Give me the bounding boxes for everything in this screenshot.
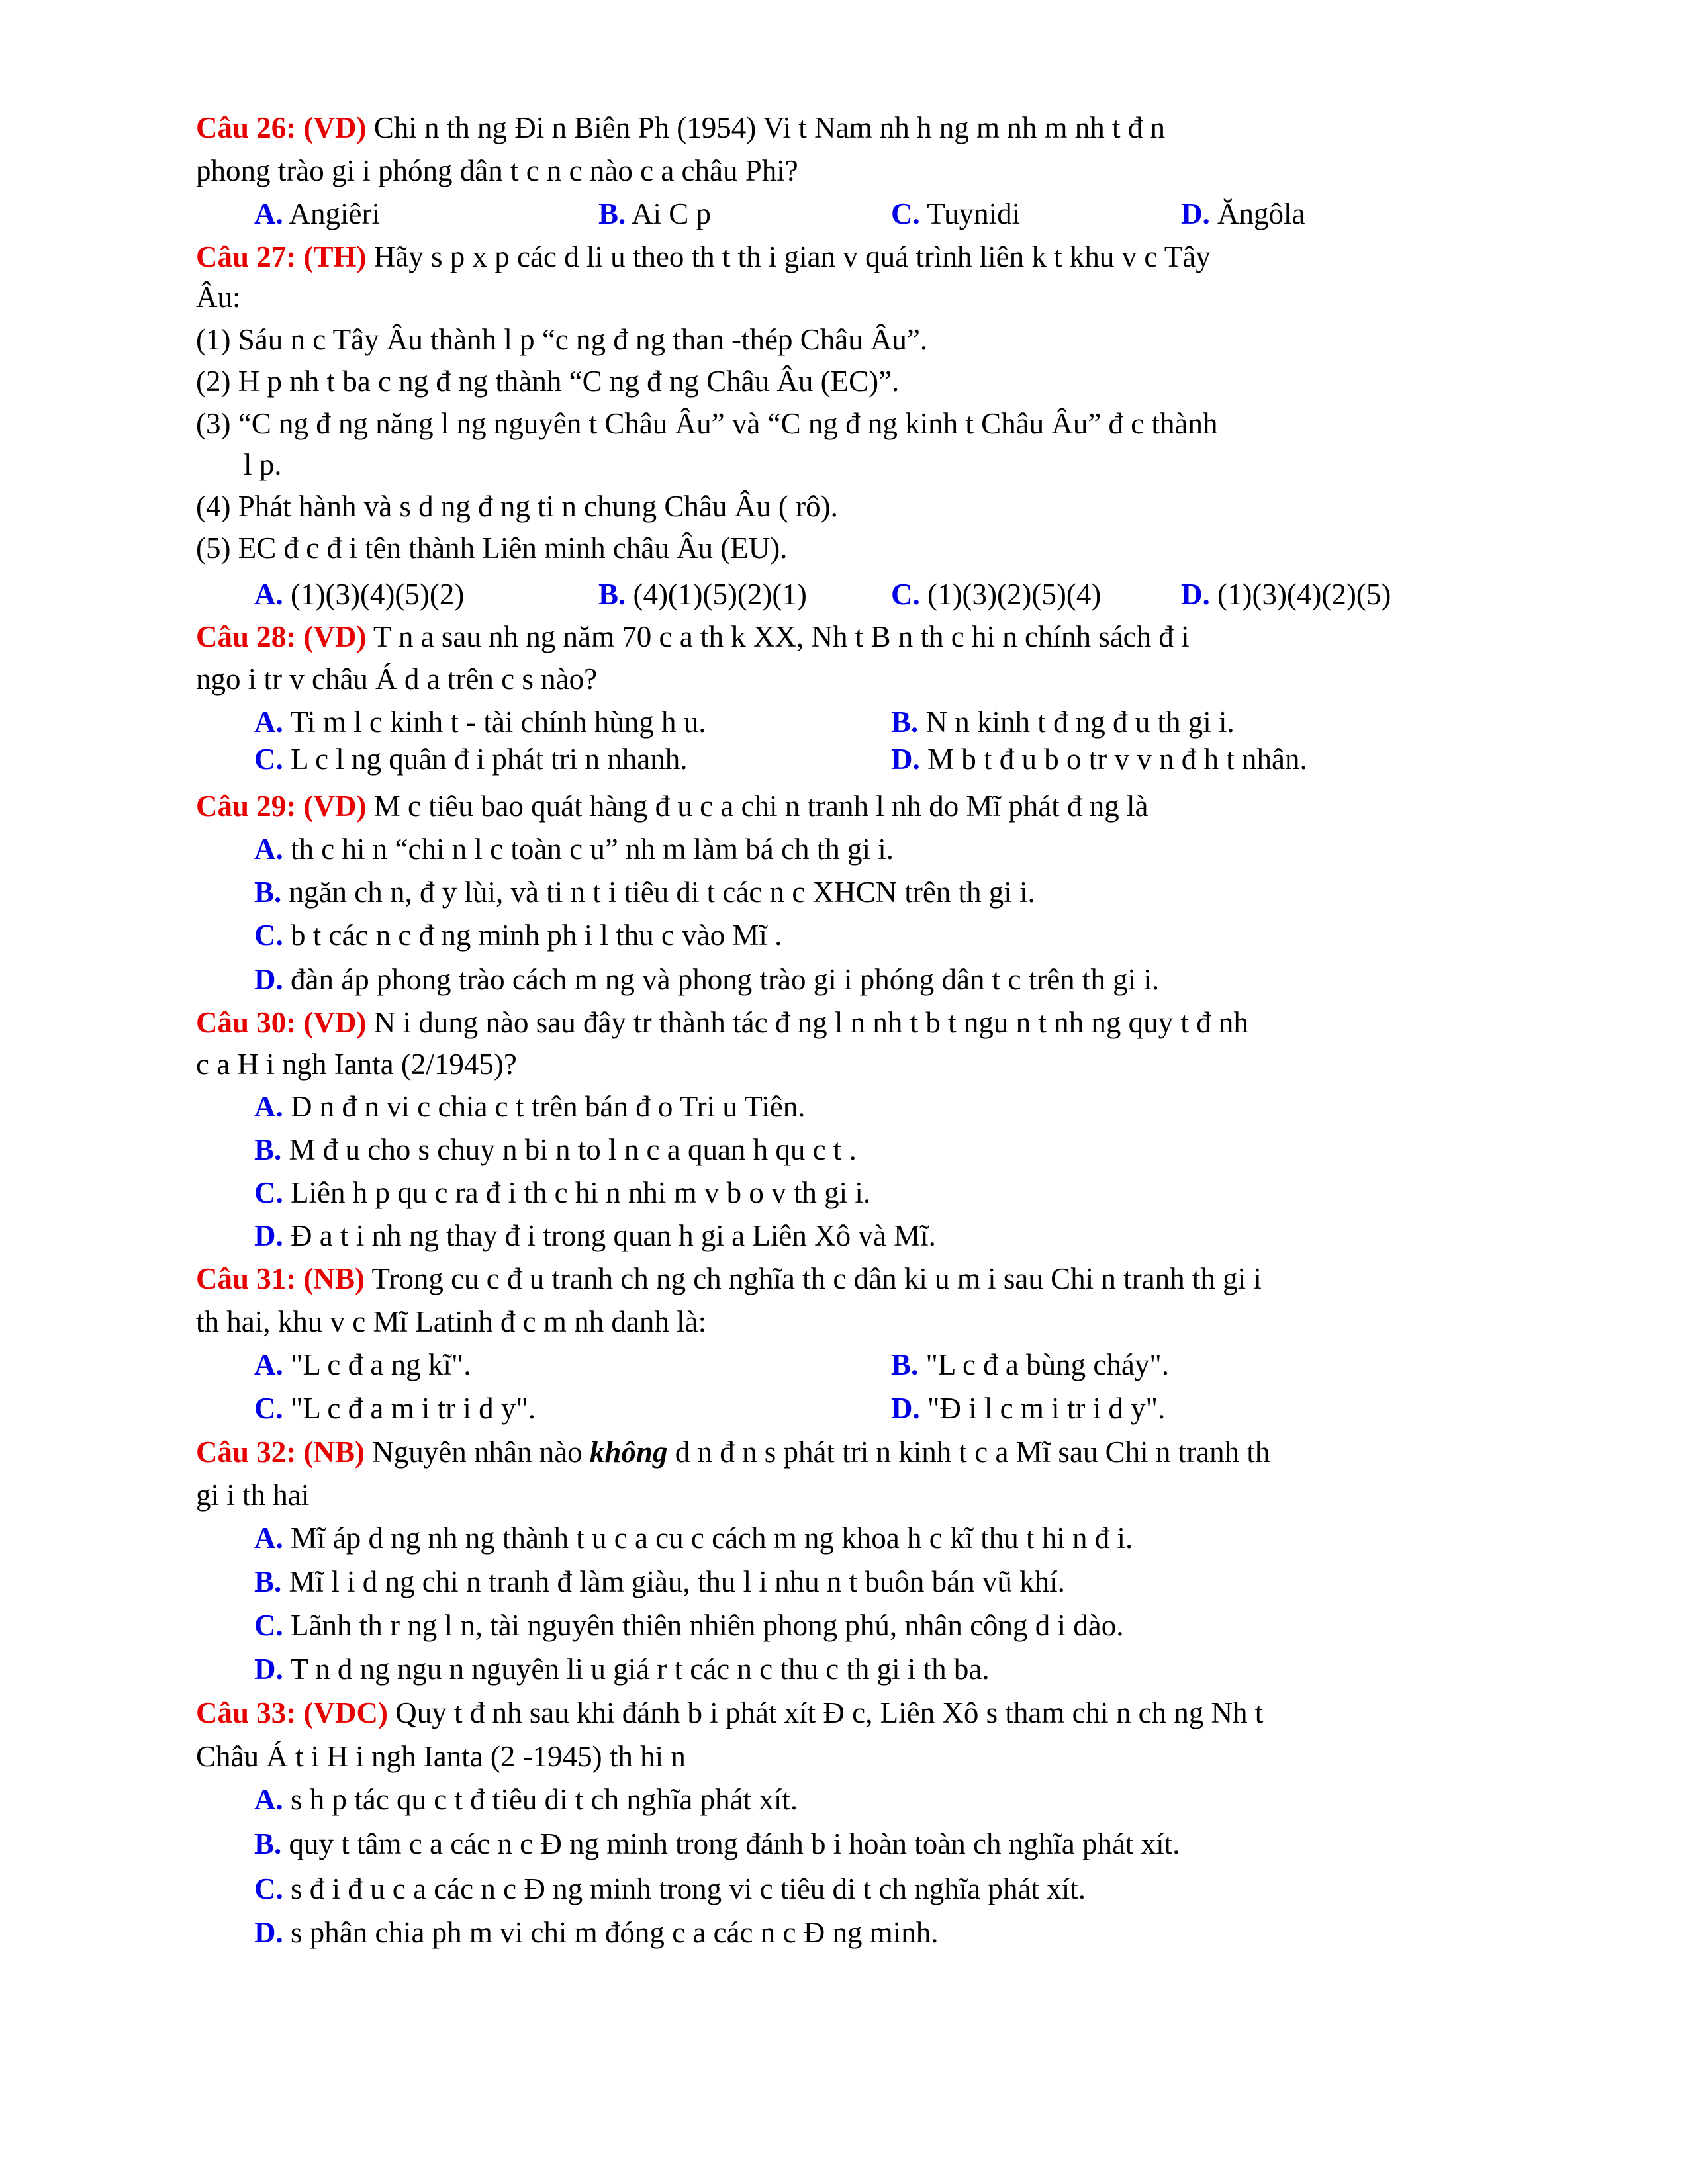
question-text: M c tiêu bao quát hàng đ u c a chi n tranh l nh do Mĩ phát đ ng là <box>373 790 1149 823</box>
option-key: D. <box>254 1916 283 1949</box>
option-c <box>254 1609 1124 1643</box>
option-key: A. <box>254 1783 283 1816</box>
option-text: ngăn ch n, đ y lùi, và ti n t i tiêu di t các n c XHCN trên th gi i. <box>289 876 1035 909</box>
option-text: s đ i đ u c a các n c Đ ng minh trong vi c tiêu di t ch nghĩa phát xít. <box>291 1872 1086 1905</box>
question-label: Câu 33: <box>196 1696 297 1729</box>
option-text: M đ u cho s chuy n bi n to l n c a quan h qu c t . <box>289 1133 857 1166</box>
option-key: B. <box>598 578 626 611</box>
question-label: Câu 30: <box>196 1006 297 1039</box>
list-item: (4) Phát hành và s d ng đ ng ti n chung Châu Âu ( rô). <box>196 490 838 523</box>
option-text: quy t tâm c a các n c Đ ng minh trong đánh b i hoàn toàn ch nghĩa phát xít. <box>289 1827 1180 1860</box>
question-text: Hãy s p x p các d li u theo th t th i gian v quá trình liên k t khu v c Tây <box>373 240 1211 273</box>
question-level: (TH) <box>303 240 367 273</box>
option-text: "L c đ a m i tr i d y". <box>291 1392 536 1425</box>
question-emphasis: không <box>589 1435 668 1469</box>
option-a <box>254 197 380 232</box>
option-key: B. <box>254 1827 282 1860</box>
option-d <box>254 1916 939 1950</box>
list-item: (2) H p nh t ba c ng đ ng thành “C ng đ ng Châu Âu (EC)”. <box>196 365 900 398</box>
list-item: l p. <box>244 448 282 481</box>
option-c <box>254 1872 1086 1907</box>
question-27-line-1 <box>196 240 1211 275</box>
option-text: Angiêri <box>289 197 380 230</box>
option-text: Mĩ l i d ng chi n tranh đ làm giàu, thu l i nhu n t buôn bán vũ khí. <box>289 1565 1065 1598</box>
option-text: s phân chia ph m vi chi m đóng c a các n c Đ ng minh. <box>291 1916 939 1949</box>
option-d <box>1181 578 1391 612</box>
option-key: B. <box>891 705 919 739</box>
question-text: Nguyên nhân nào <box>372 1435 583 1469</box>
option-text: N n kinh t đ ng đ u th gi i. <box>925 705 1235 739</box>
option-key: A. <box>254 833 283 866</box>
question-text: Quy t đ nh sau khi đánh b i phát xít Đ c, Liên Xô s tham chi n ch ng Nh t <box>395 1696 1264 1729</box>
question-level: (VD) <box>303 790 367 823</box>
option-text: L c l ng quân đ i phát tri n nhanh. <box>291 743 688 776</box>
option-text: D n đ n vi c chia c t trên bán đ o Tri u Tiên. <box>291 1090 806 1123</box>
option-key: C. <box>254 743 283 776</box>
question-32-line-1 <box>196 1435 1270 1470</box>
question-level: (NB) <box>303 1435 365 1469</box>
option-text: T n d ng ngu n nguyên li u giá r t các n c thu c th gi i th ba. <box>290 1653 990 1686</box>
option-key: C. <box>891 578 920 611</box>
option-a <box>254 1522 1133 1556</box>
option-a <box>254 578 464 612</box>
question-label: Câu 27: <box>196 240 297 273</box>
option-text: Ai C p <box>632 197 712 230</box>
option-a <box>254 1783 798 1817</box>
option-c <box>254 1392 536 1426</box>
option-key: A. <box>254 1090 283 1123</box>
option-key: B. <box>254 1133 282 1166</box>
option-key: A. <box>254 578 283 611</box>
option-c <box>891 578 1101 612</box>
option-text: "L c đ a bùng cháy". <box>925 1348 1169 1381</box>
option-text: "Đ i l c m i tr i d y". <box>927 1392 1166 1425</box>
question-label: Câu 31: <box>196 1262 297 1295</box>
option-b <box>254 1133 857 1167</box>
option-b <box>254 1565 1065 1600</box>
question-26-line-1 <box>196 111 1165 146</box>
question-31-line-1 <box>196 1262 1262 1297</box>
option-d <box>1181 197 1305 232</box>
option-text: Liên h p qu c ra đ i th c hi n nhi m v b o v th gi i. <box>291 1176 871 1209</box>
question-level: (VD) <box>303 111 367 144</box>
question-level: (VDC) <box>303 1696 388 1729</box>
question-text: d n đ n s phát tri n kinh t c a Mĩ sau Chi n tranh th <box>675 1435 1270 1469</box>
option-key: B. <box>254 876 282 909</box>
option-text: Ti m l c kinh t - tài chính hùng h u. <box>290 705 706 739</box>
question-33-line-1 <box>196 1696 1263 1731</box>
option-key: C. <box>254 1609 283 1642</box>
question-text: Chi n th ng Đi n Biên Ph (1954) Vi t Nam nh h ng m nh m nh t đ n <box>373 111 1165 144</box>
question-text: Trong cu c đ u tranh ch ng ch nghĩa th c dân ki u m i sau Chi n tranh th gi i <box>371 1262 1262 1295</box>
option-key: D. <box>891 1392 920 1425</box>
question-text: Châu Á t i H i ngh Ianta (2 -1945) th hi n <box>196 1740 686 1773</box>
option-text: M b t đ u b o tr v v n đ h t nhân. <box>927 743 1307 776</box>
question-29-line-1 <box>196 790 1148 824</box>
question-text: th hai, khu v c Mĩ Latinh đ c m nh danh là: <box>196 1305 707 1338</box>
option-text: đàn áp phong trào cách m ng và phong trào gi i phóng dân t c trên th gi i. <box>291 963 1160 996</box>
option-text: Lãnh th r ng l n, tài nguyên thiên nhiên phong phú, nhân công d i dào. <box>291 1609 1124 1642</box>
option-text: Tuynidi <box>927 197 1021 230</box>
option-key: D. <box>254 1653 283 1686</box>
option-a <box>254 1090 805 1124</box>
question-label: Câu 29: <box>196 790 297 823</box>
option-text: Mĩ áp d ng nh ng thành t u c a cu c cách m ng khoa h c kĩ thu t hi n đ i. <box>291 1522 1133 1555</box>
option-c <box>254 1176 870 1210</box>
option-key: B. <box>891 1348 919 1381</box>
option-key: C. <box>254 919 283 952</box>
option-text: (4)(1)(5)(2)(1) <box>633 578 807 611</box>
option-key: C. <box>891 197 920 230</box>
option-key: D. <box>254 963 283 996</box>
option-key: C. <box>254 1392 283 1425</box>
option-text: s h p tác qu c t đ tiêu di t ch nghĩa phát xít. <box>291 1783 798 1816</box>
question-label: Câu 26: <box>196 111 297 144</box>
option-b <box>254 876 1035 910</box>
option-b <box>891 705 1235 740</box>
question-text: c a H i ngh Ianta (2/1945)? <box>196 1048 517 1081</box>
option-d <box>254 1653 990 1687</box>
option-key: C. <box>254 1176 283 1209</box>
question-text: T n a sau nh ng năm 70 c a th k XX, Nh t B n th c hi n chính sách đ i <box>373 620 1190 653</box>
option-key: A. <box>254 705 283 739</box>
question-level: (VD) <box>303 1006 367 1039</box>
option-text: (1)(3)(4)(2)(5) <box>1217 578 1391 611</box>
option-key: B. <box>254 1565 282 1598</box>
question-label: Câu 32: <box>196 1435 297 1469</box>
list-item: (3) “C ng đ ng năng l ng nguyên t Châu Âu” và “C ng đ ng kinh t Châu Âu” đ c thành <box>196 407 1218 440</box>
option-key: D. <box>1181 578 1210 611</box>
question-level: (NB) <box>303 1262 365 1295</box>
option-d <box>891 1392 1165 1426</box>
option-b <box>254 1827 1180 1862</box>
question-text: Âu: <box>196 281 241 314</box>
question-30-line-1 <box>196 1006 1248 1040</box>
option-c <box>254 743 687 777</box>
question-level: (VD) <box>303 620 367 653</box>
list-item: (5) EC đ c đ i tên thành Liên minh châu Âu (EU). <box>196 531 788 565</box>
option-key: B. <box>598 197 626 230</box>
option-text: "L c đ a ng kĩ". <box>291 1348 471 1381</box>
option-key: C. <box>254 1872 283 1905</box>
option-text: (1)(3)(2)(5)(4) <box>927 578 1102 611</box>
question-label: Câu 28: <box>196 620 297 653</box>
option-a <box>254 833 894 867</box>
option-key: D. <box>1181 197 1210 230</box>
question-text: N i dung nào sau đây tr thành tác đ ng l n nh t b t ngu n t nh ng quy t đ nh <box>373 1006 1248 1039</box>
option-text: Đ a t i nh ng thay đ i trong quan h gi a Liên Xô và Mĩ. <box>291 1219 936 1252</box>
option-key: A. <box>254 1522 283 1555</box>
option-c <box>254 919 782 953</box>
option-text: Ăngôla <box>1217 197 1305 230</box>
option-d <box>891 743 1307 777</box>
option-a <box>254 705 706 740</box>
question-28-line-1 <box>196 620 1190 655</box>
option-d <box>254 963 1159 997</box>
option-key: A. <box>254 197 283 230</box>
option-key: D. <box>254 1219 283 1252</box>
option-key: D. <box>891 743 920 776</box>
option-d <box>254 1219 936 1253</box>
option-key: A. <box>254 1348 283 1381</box>
question-text: gi i th hai <box>196 1479 310 1512</box>
option-a <box>254 1348 471 1383</box>
option-b <box>891 1348 1169 1383</box>
question-text: phong trào gi i phóng dân t c n c nào c a châu Phi? <box>196 154 798 187</box>
question-text: ngo i tr v châu Á d a trên c s nào? <box>196 662 598 696</box>
option-text: (1)(3)(4)(5)(2) <box>291 578 465 611</box>
option-text: b t các n c đ ng minh ph i l thu c vào Mĩ . <box>291 919 782 952</box>
option-b <box>598 197 711 232</box>
option-b <box>598 578 807 612</box>
option-text: th c hi n “chi n l c toàn c u” nh m làm bá ch th gi i. <box>291 833 894 866</box>
list-item: (1) Sáu n c Tây Âu thành l p “c ng đ ng than -thép Châu Âu”. <box>196 323 928 356</box>
option-c <box>891 197 1020 232</box>
